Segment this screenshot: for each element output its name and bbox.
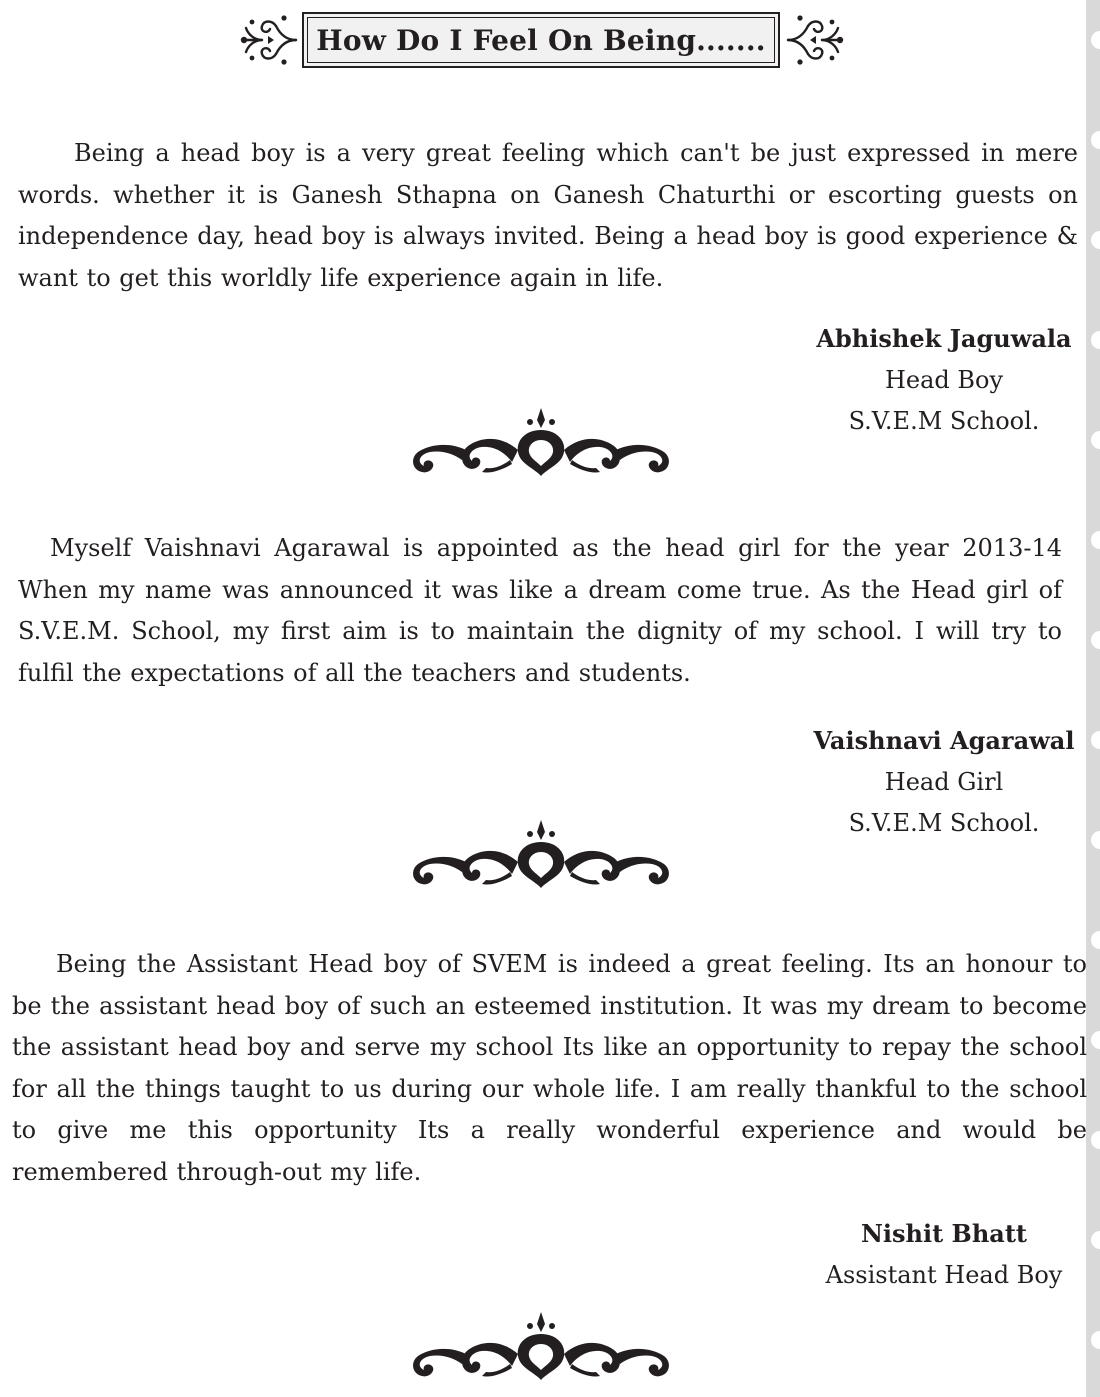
floral-ornament-icon — [240, 12, 298, 68]
title-banner — [240, 10, 844, 72]
flourish-divider-icon — [406, 818, 676, 892]
signatory-school: S.V.E.M School. — [848, 407, 1040, 436]
head-girl-signature — [804, 720, 1084, 845]
signatory-role: Head Boy — [884, 365, 1004, 394]
floral-ornament-icon — [786, 12, 844, 68]
signatory-role: Assistant Head Boy — [825, 1260, 1063, 1289]
flourish-divider-icon — [406, 406, 676, 480]
assistant-head-boy-signature — [804, 1213, 1084, 1296]
head-boy-paragraph: Being a head boy is a very great feeling which can't be just expressed in mere words. whether it is Ganesh Sthapna on Ganesh Chaturthi or escorting guests on independence day, head boy is always invited. Being a head boy is good experience & want to get this worldly life experience again in life. — [18, 139, 1078, 292]
signatory-role: Head Girl — [884, 767, 1004, 796]
head-boy-signature — [804, 318, 1084, 443]
signatory-name: Abhishek Jaguwala — [816, 324, 1072, 353]
edge-scallop-decoration — [1086, 0, 1100, 1397]
flourish-divider-icon — [406, 1310, 676, 1384]
head-girl-paragraph: Myself Vaishnavi Agarawal is appointed as the head girl for the year 2013-14 When my name was announced it was like a dream come true. As the Head girl of S.V.E.M. School, my first aim is to maintain the dignity of my school. I will try to fulfil the expectations of all the teachers and students. — [18, 534, 1062, 687]
assistant-head-boy-paragraph: Being the Assistant Head boy of SVEM is indeed a great feeling. Its an honour to be the assistant head boy of such an esteemed institution. It was my dream to become the assistant head boy and serve my school Its like an opportunity to repay the school for all the things taught to us during our whole life. I am really thankful to the school to give me this opportunity Its a really wonderful experience and would be remembered through-out my life. — [12, 950, 1087, 1186]
signatory-school: S.V.E.M School. — [848, 809, 1040, 838]
title-frame — [302, 12, 780, 68]
signatory-name: Vaishnavi Agarawal — [813, 726, 1075, 755]
page-title: How Do I Feel On Being....... — [316, 23, 766, 57]
signatory-name: Nishit Bhatt — [860, 1219, 1028, 1248]
